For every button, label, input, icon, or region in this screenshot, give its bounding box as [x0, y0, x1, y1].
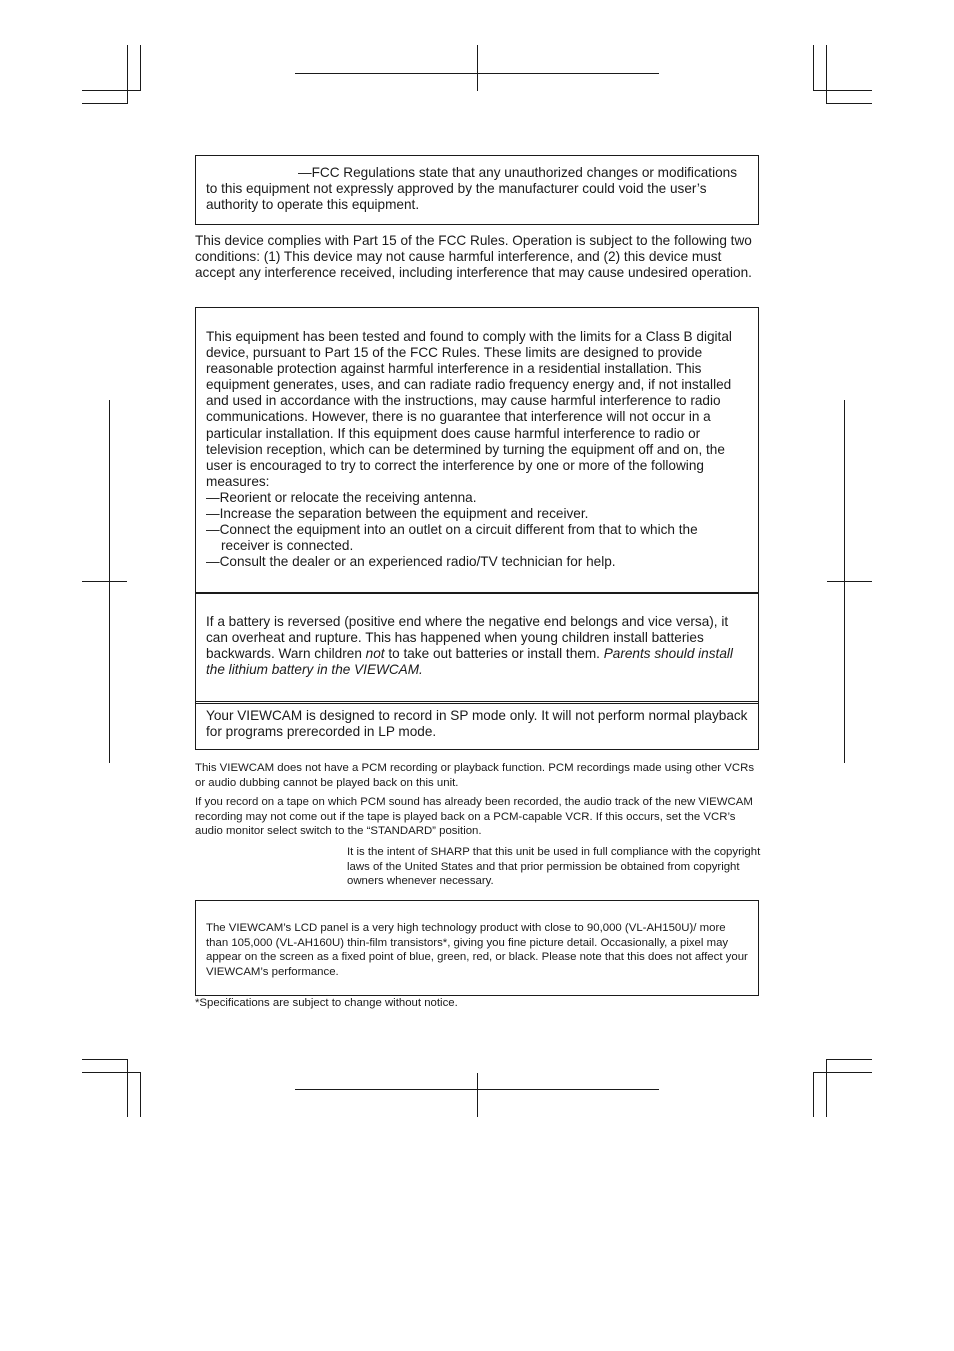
battery-text-part: If a battery is reversed (positive end where the negative end belongs and vice versa), it can overheat and rupture. This has happened when young children install batteries backwards. Warn children	[206, 614, 729, 662]
lcd-text: The VIEWCAM’s LCD panel is a very high technology product with close to 90,000 (VL-AH150U)/ more than 105,000 (VL-AH160U) thin-film transistors*, giving you fine picture detail. Occasionally, a pixel may appear on the screen as a fixed point of blue, green, red, or black. Please note that this does not affect your VIEWCAM’s performance.	[206, 922, 748, 978]
crop-mark	[477, 45, 478, 91]
copyright-text: It is the intent of SHARP that this unit be used in full compliance with the copyright laws of the United States and that prior permission be obtained from copyright owners whenever necessary.	[347, 846, 761, 888]
pcm-paragraph-2	[195, 795, 759, 839]
copyright-paragraph	[347, 845, 761, 889]
crop-mark	[826, 103, 872, 104]
crop-mark	[140, 1072, 141, 1117]
crop-mark	[813, 45, 814, 91]
crop-mark	[82, 103, 128, 104]
crop-mark	[127, 45, 128, 104]
lcd-notice-box	[195, 900, 759, 996]
fcc-warning-text: —FCC Regulations state that any unauthorized changes or modifications to this equipment not expressly approved by the manufacturer could void the user’s authority to operate this equipment.	[206, 165, 738, 213]
crop-mark	[82, 581, 127, 582]
fcc-compliance-paragraph	[195, 233, 759, 281]
battery-text-part: to take out batteries or install them.	[384, 646, 604, 662]
crop-mark	[826, 1059, 872, 1060]
crop-mark	[82, 90, 141, 91]
pcm-text-2: If you record on a tape on which PCM sound has already been recorded, the audio track of the new VIEWCAM recording may not come out if the tape is played back on a PCM-capable VCR. If this occurs, set the VCR’s audio monitor select switch to the “STANDARD” position.	[195, 796, 753, 838]
battery-warning-text	[206, 614, 748, 678]
fcc-compliance-text: This device complies with Part 15 of the FCC Rules. Operation is subject to the following two conditions: (1) This device may not cause harmful interference, and (2) this device must accept any interference received, including interference that may cause undesired operation.	[195, 233, 752, 281]
battery-warning-box	[195, 592, 759, 704]
class-b-notice-box	[195, 307, 759, 594]
measure-item: —Connect the equipment into an outlet on a circuit different from that to which the receiver is connected.	[206, 522, 698, 554]
crop-mark	[813, 90, 872, 91]
sp-mode-box	[195, 701, 759, 750]
battery-italic-note: Parents should install the lithium battery in the VIEWCAM.	[206, 646, 733, 678]
crop-mark	[82, 1059, 128, 1060]
crop-mark	[82, 1072, 141, 1073]
footnote-text: *Specifications are subject to change without notice.	[195, 997, 458, 1009]
measure-item: —Reorient or relocate the receiving antenna.	[206, 489, 477, 505]
pcm-text-1: This VIEWCAM does not have a PCM recording or playback function. PCM recordings made using other VCRs or audio dubbing cannot be played back on this unit.	[195, 762, 755, 789]
crop-mark	[813, 1072, 814, 1117]
crop-mark	[140, 45, 141, 91]
fcc-warning-box	[195, 155, 759, 225]
measure-item: —Increase the separation between the equipment and receiver.	[206, 506, 589, 522]
crop-mark	[826, 45, 827, 104]
battery-emphasis: not	[365, 646, 385, 662]
crop-mark	[477, 1073, 478, 1117]
crop-mark	[827, 581, 872, 582]
specifications-footnote	[195, 996, 759, 1011]
pcm-paragraph-1	[195, 761, 759, 790]
measure-item: —Consult the dealer or an experienced radio/TV technician for help.	[206, 554, 616, 570]
crop-mark	[826, 1059, 827, 1117]
crop-mark	[127, 1059, 128, 1117]
crop-mark	[813, 1072, 872, 1073]
class-b-intro: This equipment has been tested and found to comply with the limits for a Class B digital device, pursuant to Part 15 of the FCC Rules. These limits are designed to provide reasonable protection against harmful interference in a residential installation. This equipment generates, uses, and can radiate radio frequency energy and, if not installed and used in accordance with the instructions, may cause harmful interference to radio communications. However, there is no guarantee that interference will not occur in a particular installation. If this equipment does cause harmful interference to radio or television reception, which can be determined by turning the equipment off and on, the user is encouraged to try to correct the interference by one or more of the following measures:	[206, 329, 732, 489]
sp-mode-text: Your VIEWCAM is designed to record in SP mode only. It will not perform normal playback for programs prerecorded in LP mode.	[206, 708, 748, 740]
